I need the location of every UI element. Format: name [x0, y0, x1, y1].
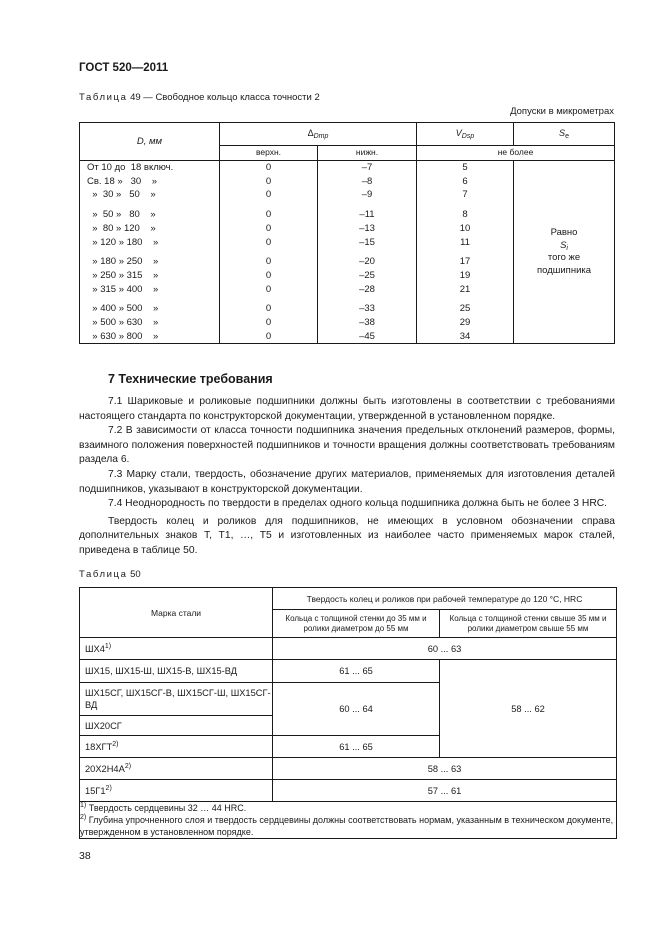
col-d-header: D, мм — [80, 123, 220, 161]
footnote-2: $^{2)}$ Глубина упрочненного слоя и твердость сердцевины должны соответствовать нормам, указанным в техническом документе, утвержденном в установленном порядке. — [80, 814, 614, 837]
col-hardness-header: Твердость колец и роликов при рабочей температуре до 120 °С, HRC — [273, 588, 617, 610]
caption-text: 50 — [127, 569, 141, 580]
col-se-header: $S_e$ — [514, 123, 615, 146]
table-row: » 630 » 800 » 0 –45 34 — [80, 330, 615, 344]
page-number: 38 — [79, 850, 91, 862]
table-row: » 80 » 120 » 0 –13 10 — [80, 222, 615, 236]
table-row: Св. 18 » 30 » 0 –8 6 — [80, 175, 615, 189]
caption-prefix: Таблица — [79, 569, 128, 580]
table-row: 15Г1$^{2)}$ 57 ... 61 — [80, 780, 617, 802]
sub-upper-header: верхн. — [220, 146, 318, 161]
section-title: 7 Технические требования — [108, 372, 273, 386]
col-thick-header: Кольца с толщиной стенки свыше 35 мм и ролики диаметром свыше 55 мм — [440, 610, 617, 638]
col-thin-header: Кольца с толщиной стенки до 35 мм и ролики диаметром до 55 мм — [273, 610, 440, 638]
paragraph-7-4: 7.4 Неоднородность по твердости в пределах одного кольца подшипника должна быть не более 3 HRC. — [108, 498, 608, 510]
thick-value: 58 ... 62 — [440, 660, 617, 758]
section-body — [79, 395, 615, 559]
table-row: » 50 » 80 » 0 –11 8 — [80, 208, 615, 222]
sub-max-header: не более — [417, 146, 615, 161]
col-vdsp-header: $V_{Dsp}$ — [417, 123, 514, 146]
footnote-1: $^{1)}$ Твердость сердцевины 32 … 44 HRC. — [80, 802, 247, 813]
table-row: От 10 до 18 включ. 0 –7 5 Равно $S_i$ того же подшипника — [80, 161, 615, 175]
sub-lower-header: нижн. — [318, 146, 417, 161]
table-row: $20Х2Н4А^{2)}$ 58 ... 63 — [80, 758, 617, 780]
table-row: » 30 » 50 » 0 –9 7 — [80, 188, 615, 202]
paragraph-hardness: Твердость колец и роликов для подшипников, не имеющих в условном обозначении справа дополнительных знаков Т, Т1, …, Т5 и изготовленных из наиболее часто применяемых марок сталей, приведена в таблице 50. — [79, 515, 615, 556]
table-49-caption — [79, 92, 320, 103]
paragraph-7-3: 7.3 Марку стали, твердость, обозначение других материалов, применяемых для изготовления деталей подшипников, указывают в конструкторской документации. — [79, 468, 615, 495]
table-row: » 400 » 500 » 0 –33 25 — [80, 302, 615, 316]
table-row: » 500 » 630 » 0 –38 29 — [80, 316, 615, 330]
table-row: » 250 » 315 » 0 –25 19 — [80, 269, 615, 283]
table-row: ШХ20СГ — [80, 716, 617, 736]
table-row: ШХ15СГ, ШХ15СГ-В, ШХ15СГ-Ш, ШХ15СГ-ВД 60 ... 64 — [80, 683, 617, 716]
se-note: Равно $S_i$ того же подшипника — [514, 161, 615, 344]
paragraph-7-1: 7.1 Шариковые и роликовые подшипники должны быть изготовлены в соответствии с требованиями настоящего стандарта по конструкторской документации, утвержденной в установленном порядке. — [79, 396, 615, 422]
document-header: ГОСТ 520—2011 — [79, 62, 169, 74]
caption-text: 49 — Свободное кольцо класса точности 2 — [127, 92, 320, 103]
table-footnotes — [80, 802, 617, 839]
table-49 — [79, 122, 615, 344]
col-dmp-header: $\Delta_{Dmp}$ — [220, 123, 417, 146]
table-row: » 120 » 180 » 0 –15 11 — [80, 236, 615, 250]
table-row: ШХ15, ШХ15-Ш, ШХ15-В, ШХ15-ВД 61 ... 65 58 ... 62 — [80, 660, 617, 683]
table-row: 18ХГТ$^{2)}$ 61 ... 65 — [80, 736, 617, 758]
caption-prefix: Таблица — [79, 92, 128, 103]
table-row: » 315 » 400 » 0 –28 21 — [80, 283, 615, 297]
col-steel-header: Марка стали — [80, 588, 273, 638]
table-50-caption — [79, 569, 141, 580]
table-row: ШХ4$^{1)}$ 60 ... 63 — [80, 638, 617, 660]
table-50 — [79, 587, 617, 839]
paragraph-7-2: 7.2 В зависимости от класса точности подшипника значения предельных отклонений размеров, формы, взаимного положения поверхностей подшипников и точности вращения должны соответствовать требованиям раздела 6. — [79, 425, 615, 466]
table-49-units: Допуски в микрометрах — [510, 106, 614, 117]
table-row: » 180 » 250 » 0 –20 17 — [80, 255, 615, 269]
